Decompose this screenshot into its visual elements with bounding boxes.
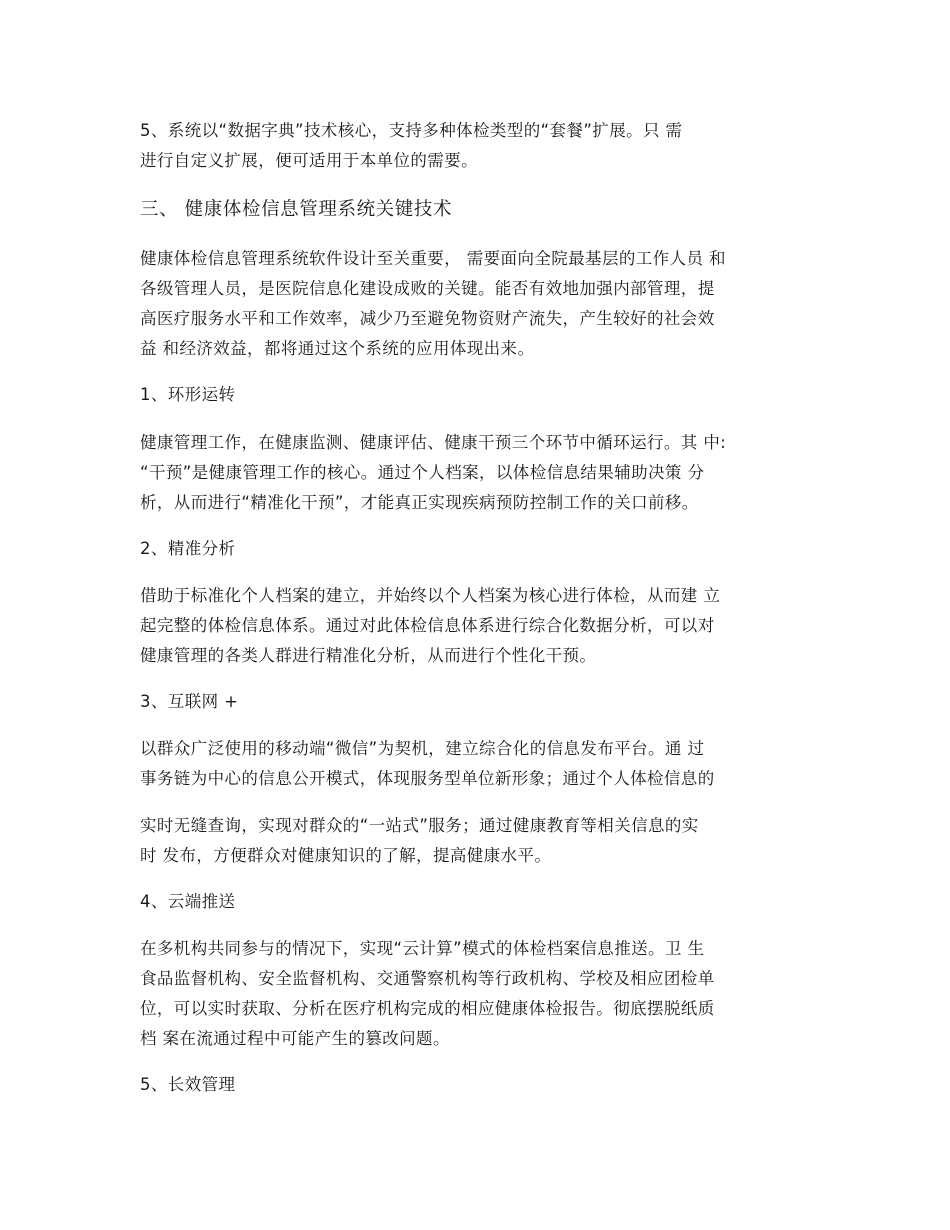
subheading: 3、互联网 + (140, 692, 239, 711)
paragraph-line: 健康管理工作，在健康监测、健康评估、健康干预三个环节中循环运行。其 中: (140, 433, 727, 452)
paragraph-line: 高医疗服务水平和工作效率，减少乃至避免物资财产流失，产生较好的社会效 (140, 309, 715, 328)
paragraph-line: 位，可以实时获取、分析在医疗机构完成的相应健康体检报告。彻底摆脱纸质 (140, 999, 715, 1018)
paragraph-line: 健康管理的各类人群进行精准化分析，从而进行个性化干预。 (140, 646, 597, 665)
paragraph-line: 益 和经济效益，都将通过这个系统的应用体现出来。 (140, 339, 535, 358)
paragraph-line: 档 案在流通过程中可能产生的篡改问题。 (140, 1029, 450, 1048)
paragraph-line: 借助于标准化个人档案的建立，并始终以个人档案为核心进行体检，从而建 立 (140, 586, 721, 605)
paragraph-line: 食品监督机构、安全监督机构、交通警察机构等行政机构、学校及相应团检单 (140, 969, 715, 988)
paragraph-line: 以群众广泛使用的移动端“微信”为契机，建立综合化的信息发布平台。通 过 (140, 739, 705, 758)
paragraph-line: 起完整的体检信息体系。通过对此体检信息体系进行综合化数据分析，可以对 (140, 616, 715, 635)
subheading: 2、精准分析 (140, 539, 236, 558)
paragraph-line: 各级管理人员，是医院信息化建设成败的关键。能否有效地加强内部管理，提 (140, 279, 715, 298)
paragraph-line: 进行自定义扩展，便可适用于本单位的需要。 (140, 151, 478, 170)
subheading: 1、环形运转 (140, 385, 236, 404)
paragraph-line: 健康体检信息管理系统软件设计至关重要， 需要面向全院最基层的工作人员 和 (140, 249, 726, 268)
section-heading: 三、 健康体检信息管理系统关键技术 (140, 199, 453, 220)
subheading: 5、长效管理 (140, 1075, 236, 1094)
paragraph-line: “干预”是健康管理工作的核心。通过个人档案，以体检信息结果辅助决策 分 (140, 463, 705, 482)
paragraph-line: 实时无缝查询，实现对群众的“一站式”服务；通过健康教育等相关信息的实 (140, 816, 699, 835)
paragraph-line: 时 发布，方便群众对健康知识的了解，提高健康水平。 (140, 846, 552, 865)
paragraph-line: 5、系统以“数据字典”技术核心，支持多种体检类型的“套餐”扩展。只 需 (140, 121, 683, 140)
paragraph-line: 在多机构共同参与的情况下，实现“云计算”模式的体检档案信息推送。卫 生 (140, 939, 705, 958)
paragraph-line: 事务链为中心的信息公开模式，体现服务型单位新形象；通过个人体检信息的 (140, 769, 715, 788)
paragraph-line: 析，从而进行“精准化干预”，才能真正实现疾病预防控制工作的关口前移。 (140, 493, 699, 512)
subheading: 4、云端推送 (140, 892, 236, 911)
